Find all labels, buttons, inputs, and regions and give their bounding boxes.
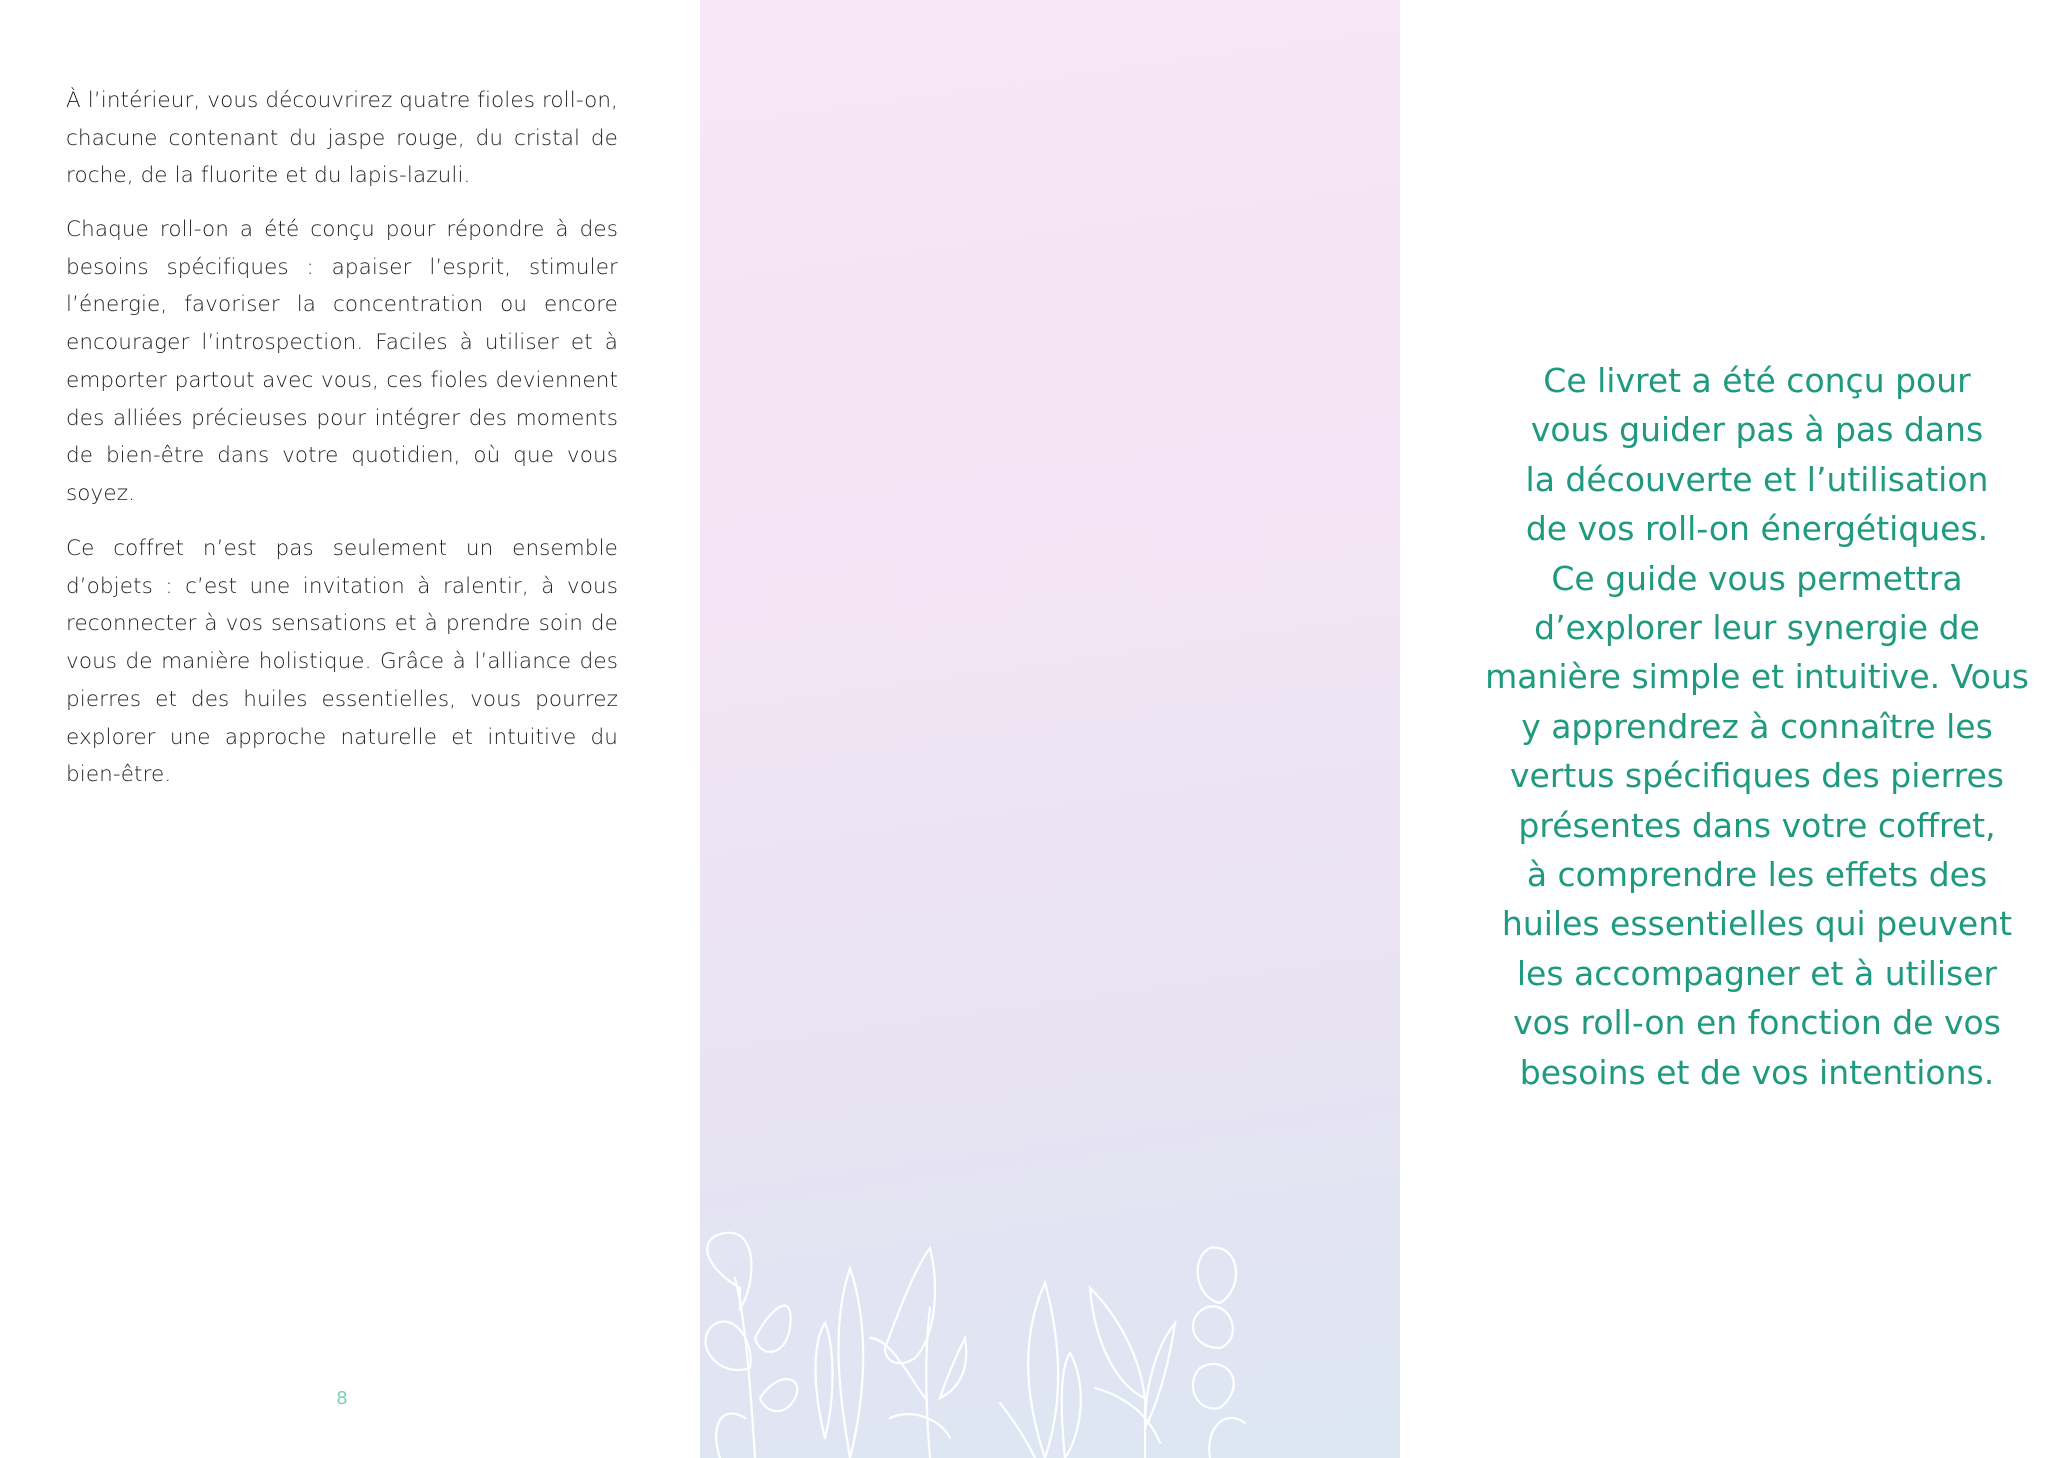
intro-line: besoins et de vos intentions.: [1519, 1052, 1995, 1092]
intro-line: Ce livret a été conçu pour: [1543, 361, 1971, 400]
intro-line: à comprendre les effets des: [1526, 855, 1988, 895]
paragraph-contents: À l’intérieur, vous découvrirez quatre fioles roll-on, chacune contenant du jaspe rouge, du cristal de roche, de la fluorite et du lapis-lazuli.: [66, 88, 618, 189]
intro-line: y apprendrez à connaître les: [1521, 706, 1993, 746]
page-number: 8: [336, 1388, 348, 1409]
intro-line: les accompagner et à utiliser: [1516, 953, 1998, 993]
right-page: [700, 0, 2029, 1458]
intro-line: d’explorer leur synergie de: [1534, 608, 1980, 648]
intro-line: huiles essentielles qui peuvent: [1501, 904, 2013, 944]
intro-line: manière simple et intuitive. Vous: [1485, 657, 2029, 697]
paragraph-invitation: Ce coffret n’est pas seulement un ensemble d’objets : c’est une invitation à ralentir, à vous reconnecter à vos sensations et à prendre soin de vous de manière holistique. Grâce à l’alliance des pierres et des huiles essentielles, vous pourrez explorer une approche naturelle et intuitive du bien-être.: [66, 536, 618, 788]
left-page: [0, 0, 700, 1458]
intro-line: vertus spécifiques des pierres: [1509, 756, 2004, 796]
intro-line: présentes dans votre coffret,: [1518, 805, 1996, 845]
paragraph-purpose: Chaque roll-on a été conçu pour répondre à des besoins spécifiques : apaiser l’esprit, stimuler l’énergie, favoriser la concentration ou encore encourager l’introspection. Faciles à utiliser et à emporter partout avec vous, ces fioles deviennent des alliées précieuses pour intégrer des moments de bien-être dans votre quotidien, où que vous soyez.: [66, 217, 618, 506]
intro-line: de vos roll-on énergétiques.: [1525, 509, 1989, 549]
intro-text: [1460, 356, 2054, 1097]
intro-line: Ce guide vous permettra: [1551, 558, 1963, 598]
intro-line: la découverte et l’utilisation: [1525, 459, 1989, 499]
intro-line: vos roll-on en fonction de vos: [1513, 1003, 2001, 1043]
leaf-decoration-icon: [700, 1228, 1400, 1458]
intro-line: vous guider pas à pas dans: [1530, 410, 1984, 450]
